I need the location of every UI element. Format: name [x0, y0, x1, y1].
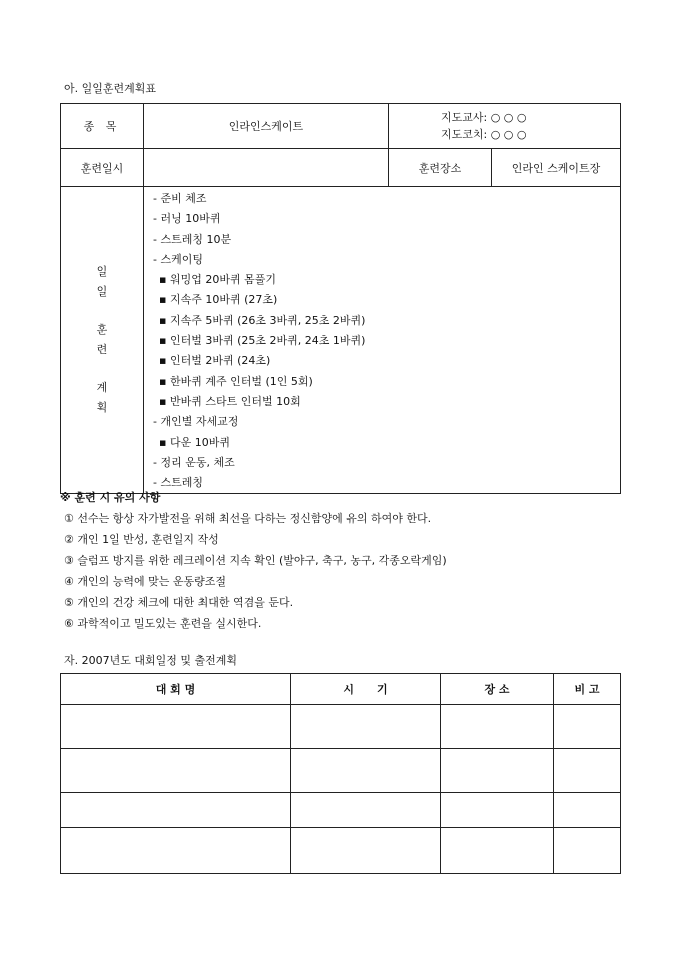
section-title-competition-plan: 자. 2007년도 대회일정 및 출전계획: [64, 654, 237, 667]
plan-items: [144, 187, 621, 494]
table-cell: [61, 749, 291, 793]
caution-item: ② 개인 1일 반성, 훈련일지 작성: [64, 533, 219, 546]
table-cell: [441, 828, 554, 874]
date-label: 훈련일시: [61, 149, 144, 187]
header-competition-name: 대 회 명: [61, 674, 291, 705]
header-place: 장 소: [441, 674, 554, 705]
event-label: 종 목: [61, 104, 144, 149]
plan-label-char: 계: [96, 381, 108, 395]
table-cell: [291, 705, 441, 749]
header-period: 시 기: [291, 674, 441, 705]
table-cell: [554, 749, 621, 793]
table-cell: [61, 793, 291, 828]
place-value: 인라인 스케이트장: [492, 149, 621, 187]
plan-label-char: 일: [96, 265, 108, 279]
plan-item: - 정리 운동, 체조: [153, 455, 235, 469]
table-cell: [61, 705, 291, 749]
table-row: [61, 705, 621, 749]
header-remarks: 비 고: [554, 674, 621, 705]
plan-item: - 준비 체조: [153, 192, 207, 205]
table-cell: [554, 828, 621, 874]
table-cell: [554, 705, 621, 749]
teacher-line: 지도교사: ○ ○ ○: [441, 111, 527, 124]
table-row: [61, 828, 621, 874]
plan-subitem: ▪ 반바퀴 스타트 인터벌 10회: [159, 394, 301, 408]
date-value: [144, 149, 389, 187]
caution-item: ① 선수는 항상 자가발전을 위해 최선을 다하는 정신함양에 유의 하여야 한다.: [64, 512, 432, 525]
table-cell: [441, 749, 554, 793]
plan-label-char: 련: [96, 343, 108, 357]
plan-subitem: ▪ 한바퀴 계주 인터벌 (1인 5회): [159, 374, 313, 388]
table-cell: [291, 793, 441, 828]
coach-line: 지도코치: ○ ○ ○: [441, 128, 527, 141]
event-value: 인라인스케이트: [144, 104, 389, 149]
plan-subitem: ▪ 워밍업 20바퀴 몸풀기: [159, 273, 276, 287]
table-row: [61, 749, 621, 793]
section-title-daily-plan: 아. 일일훈련계획표: [64, 82, 157, 95]
caution-item: ④ 개인의 능력에 맞는 운동량조절: [64, 575, 226, 588]
training-cautions: [60, 488, 660, 634]
table-cell: [554, 793, 621, 828]
caution-item: ⑥ 과학적이고 밀도있는 훈련을 실시한다.: [64, 617, 262, 630]
plan-label-char: 일: [96, 285, 108, 299]
plan-item: - 러닝 10바퀴: [153, 212, 221, 226]
competition-schedule-table: [60, 673, 621, 874]
plan-label-char: 획: [96, 401, 108, 415]
plan-label: [61, 187, 144, 494]
plan-subitem: ▪ 지속주 10바퀴 (27초): [159, 293, 278, 307]
plan-item: - 스트레칭: [153, 476, 203, 490]
place-label: 훈련장소: [389, 149, 492, 187]
plan-subitem: ▪ 인터벌 2바퀴 (24초): [159, 354, 271, 368]
table-cell: [291, 749, 441, 793]
plan-subitem: ▪ 인터벌 3바퀴 (25초 2바퀴, 24초 1바퀴): [159, 334, 366, 348]
daily-training-plan-table: [60, 103, 621, 494]
plan-item: - 스트레칭 10분: [153, 232, 232, 246]
plan-label-char: 훈: [96, 323, 108, 337]
plan-subitem: ▪ 지속주 5바퀴 (26초 3바퀴, 25초 2바퀴): [159, 313, 366, 327]
caution-item: ③ 슬럼프 방지를 위한 레크레이션 지속 확인 (발야구, 축구, 농구, 각종오락게임): [64, 554, 447, 567]
plan-item: - 개인별 자세교정: [153, 415, 239, 429]
table-row: [61, 793, 621, 828]
table-cell: [61, 828, 291, 874]
table-cell: [441, 793, 554, 828]
table-cell: [441, 705, 554, 749]
caution-item: ⑤ 개인의 건강 체크에 대한 최대한 역겸을 둔다.: [64, 596, 294, 609]
cautions-title: ※ 훈련 시 유의 사항: [60, 491, 161, 504]
supervisor-cell: [389, 104, 621, 149]
plan-subitem: ▪ 다운 10바퀴: [159, 435, 230, 449]
table-cell: [291, 828, 441, 874]
plan-item: - 스케이팅: [153, 252, 203, 266]
